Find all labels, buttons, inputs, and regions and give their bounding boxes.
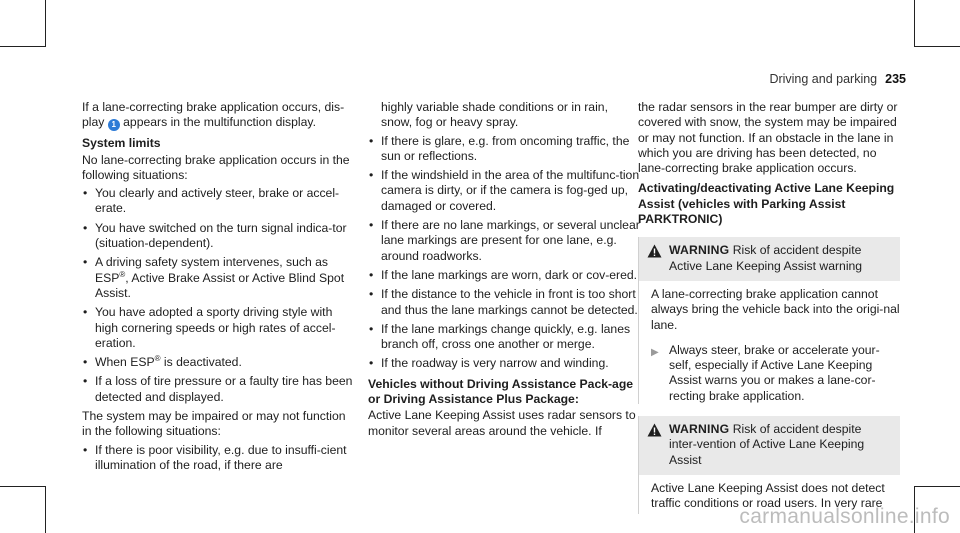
page-number: 235 — [885, 72, 906, 86]
warning-triangle-icon — [647, 423, 662, 437]
crop-mark — [0, 486, 46, 487]
paragraph: Active Lane Keeping Assist uses radar sensors to monitor several areas around the vehicle. If — [368, 408, 636, 438]
column-middle — [368, 100, 640, 442]
watermark: carmanualsonline.info — [739, 505, 950, 528]
warning-box — [638, 416, 900, 513]
warning-title: Risk of accident despite inter-vention of Active Lane Keeping Assist — [669, 422, 865, 467]
list-item: • A driving safety system intervenes, such as ESP®, Active Brake Assist or Active Blind Spot Assist. — [82, 255, 354, 301]
section-title: Driving and parking — [769, 72, 878, 86]
warning-header — [639, 237, 900, 281]
warning-action-text: Always steer, brake or accelerate your-self, especially if Active Lane Keeping Assist warns you or makes a lane-cor-recting brake application. — [669, 342, 880, 403]
crop-mark — [914, 0, 915, 47]
list-item: • If there is poor visibility, e.g. due to insuffi-cient illumination of the road, if there are — [82, 443, 354, 474]
list-item: • You have adopted a sporty driving style with high cornering speeds or high rates of accel-eration. — [82, 305, 354, 351]
heading-system-limits: System limits — [82, 136, 161, 151]
crop-mark — [45, 0, 46, 47]
warning-triangle-icon — [647, 244, 662, 258]
bullet-list — [82, 443, 354, 474]
crop-mark — [914, 486, 960, 487]
column-left — [82, 100, 354, 477]
bullet-list — [368, 134, 640, 372]
paragraph: No lane-correcting brake application occurs in the following situations: — [82, 152, 350, 182]
warning-header — [639, 416, 900, 475]
action-arrow-icon: ▶ — [651, 346, 659, 358]
warning-title: Risk of accident despite Active Lane Keeping Assist warning — [669, 243, 863, 273]
list-item: • If the lane markings change quickly, e.g. lanes branch off, cross one another or merge. — [368, 322, 640, 353]
list-item: • You have switched on the turn signal indica-tor (situation-dependent). — [82, 221, 354, 252]
warning-label: WARNING — [669, 422, 730, 437]
list-item: • If the windshield in the area of the multifunc-tion camera is dirty, or if the camera is fog-ged up, damaged or covered. — [368, 168, 640, 214]
paragraph: If a lane-correcting brake application occurs, dis-play 1 appears in the multifunction display. — [82, 100, 345, 130]
crop-mark — [914, 46, 960, 47]
warning-label: WARNING — [669, 243, 730, 258]
list-item: • If a loss of tire pressure or a faulty tire has been detected and displayed. — [82, 374, 354, 405]
display-marker-icon: 1 — [108, 119, 120, 131]
heading-vehicles-without-package: Vehicles without Driving Assistance Pack-age or Driving Assistance Plus Package: — [368, 376, 634, 407]
list-item: • If there are no lane markings, or several unclear lane markings are present for one lane, e.g. around roadworks. — [368, 218, 640, 264]
warning-box — [638, 237, 900, 404]
warning-body: Active Lane Keeping Assist does not detect traffic conditions or road users. In very rare — [651, 480, 885, 511]
bullet-list — [82, 186, 354, 405]
list-item: • When ESP® is deactivated. — [82, 355, 354, 370]
paragraph: The system may be impaired or may not function in the following situations: — [82, 409, 346, 439]
crop-mark — [0, 46, 46, 47]
column-right — [638, 100, 900, 526]
paragraph-continued: highly variable shade conditions or in rain, snow, fog or heavy spray. — [381, 100, 608, 130]
crop-mark — [45, 486, 46, 533]
list-item: • You clearly and actively steer, brake or accel-erate. — [82, 186, 354, 217]
list-item: • If the lane markings are worn, dark or cov-ered. — [368, 268, 640, 283]
list-item: • If there is glare, e.g. from oncoming traffic, the sun or reflections. — [368, 134, 640, 165]
paragraph: the radar sensors in the rear bumper are dirty or covered with snow, the system may be impaired or may not function. If an obstacle in the lane in which you are driving has been detected, no lane-correcting brake application occurs. — [638, 100, 898, 176]
list-item: • If the roadway is very narrow and winding. — [368, 356, 640, 371]
warning-body: A lane-correcting brake application cannot always bring the vehicle back into the origi-nal lane. — [651, 286, 900, 332]
warning-action — [639, 343, 900, 404]
list-item: • If the distance to the vehicle in front is too short and thus the lane markings cannot be detected. — [368, 287, 640, 318]
heading-activating: Activating/deactivating Active Lane Keeping Assist (vehicles with Parking Assist PARKTRONIC) — [638, 181, 895, 227]
page-header — [769, 72, 906, 86]
